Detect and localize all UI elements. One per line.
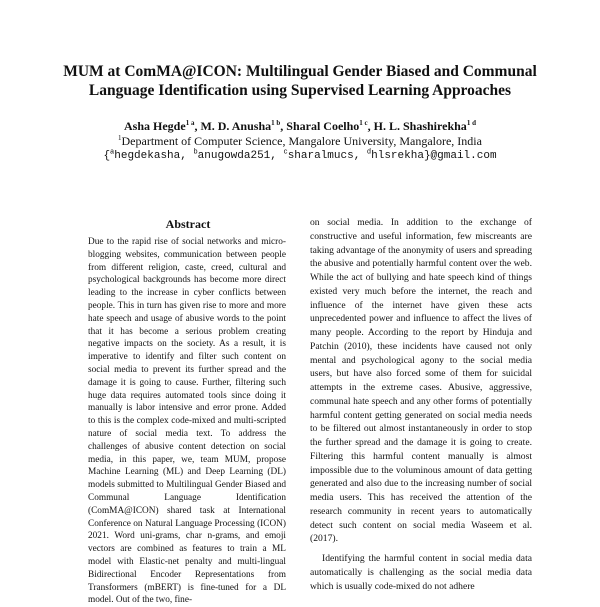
affiliation-text: Department of Computer Science, Mangalore University, Mangalore, India <box>121 134 482 148</box>
body-paragraph: on social media. In addition to the exchange of constructive and useful information, few miscreants are taking advantage of the anonymity of users and spreading the abusive and potentially harmful content over the web. While the act of bullying and hate speech kind of things existed very much before the internet, the reach and influence of the internet have given these acts unprecedented power and influence to affect the lives of many people. According to the report by Hinduja and Patchin (2010), these incidents have caused not only mental and psychological agony to the social media users, but have also forced some of them for suicidal attempts in the extreme cases. Abusive, aggressive, communal hate speech and any other forms of potentially harmful content getting generated on social media needs to be filtered out almost instantaneously in order to stop the further spread and the damage it is going to create. Filtering this harmful content manually is almost impossible due to the voluminous amount of data getting generated and also due to the increasing number of social media users. This has received the attention of the research community in recent years to automatically detect such content on social media Waseem et al. (2017). <box>310 217 532 545</box>
abstract-body <box>88 236 286 606</box>
email-user: hlsrekha <box>371 150 424 162</box>
body-paragraph: Identifying the harmful content in social media data automatically is challenging as the social media data which is usually code-mixed do not adhere <box>310 553 532 592</box>
email-user: sharalmucs <box>287 150 354 162</box>
author-sup: 1 a <box>185 119 195 127</box>
email-user: anugowda251 <box>197 150 271 162</box>
author-name: Asha Hegde <box>124 119 186 133</box>
email-domain: }@gmail.com <box>423 150 497 162</box>
email-sup: d <box>366 148 372 157</box>
affiliation-sup: 1 <box>118 134 122 142</box>
abstract-text: Due to the rapid rise of social networks and micro-blogging websites, communication between people from different religion, caste, creed, cultural and psychological backgrounds has become more direct leading to the increase in cyber conflicts between people. This in turn has given rise to more and more hate speech and usage of abusive words to the point that it has become a serious problem creating negative impacts on the society. As a result, it is imperative to identify and filter such content on social media to prevent its further spread and the damage it is going to cause. Further, filtering such huge data requires automated tools since doing it manually is labor intensive and error prone. Added to this is the complex code-mixed and multi-scripted nature of social media text. To address the challenges of abusive content detection on social media, in this paper, we, team MUM, propose Machine Learning (ML) and Deep Learning (DL) models submitted to Multilingual Gender Biased and Communal Language Identification (ComMA@ICON) shared task at International Conference on Natural Language Processing (ICON) 2021. Word uni-grams, char n-grams, and emoji vectors are combined as features to train a ML model with Elastic-net penalty and multi-lingual Bidirectional Encoder Representations from Transformers (mBERT) is fine-tuned for a DL model. Out of the two, fine- <box>88 237 286 606</box>
author-name: H. L. Shashirekha <box>373 119 467 133</box>
author-list: Asha Hegde$^{1 a}$, M. D. Anusha$^{1 b}$, Sharal Coelho$^{1 c}$, H. L. Shashirekha$^{1 d}$ <box>124 119 476 133</box>
author-name: Sharal Coelho <box>286 119 360 133</box>
email-list: {$^a$hegdekasha, $^b$anugowda251, $^c$sharalmucs, $^d$hlsrekha}@gmail.com <box>103 148 497 162</box>
email-user: hegdekasha <box>114 150 181 162</box>
title-line-2: Language Identification using Supervised Learning Approaches <box>88 82 512 99</box>
email-sup: b <box>193 148 198 157</box>
title-line-1: MUM at ComMA@ICON: Multilingual Gender Biased and Communal <box>63 63 537 80</box>
affiliation <box>40 134 560 149</box>
email-sup: c <box>283 148 288 157</box>
paper-title <box>40 62 560 100</box>
abstract-heading: Abstract <box>165 217 211 231</box>
author-sup: 1 d <box>466 119 476 127</box>
author-sup: 1 c <box>359 119 368 127</box>
author-name: M. D. Anusha <box>200 119 272 133</box>
author-sup: 1 b <box>271 119 281 127</box>
email-sup: a <box>110 148 115 157</box>
email-brace-open: { <box>103 150 111 162</box>
body-column-right <box>310 216 532 600</box>
